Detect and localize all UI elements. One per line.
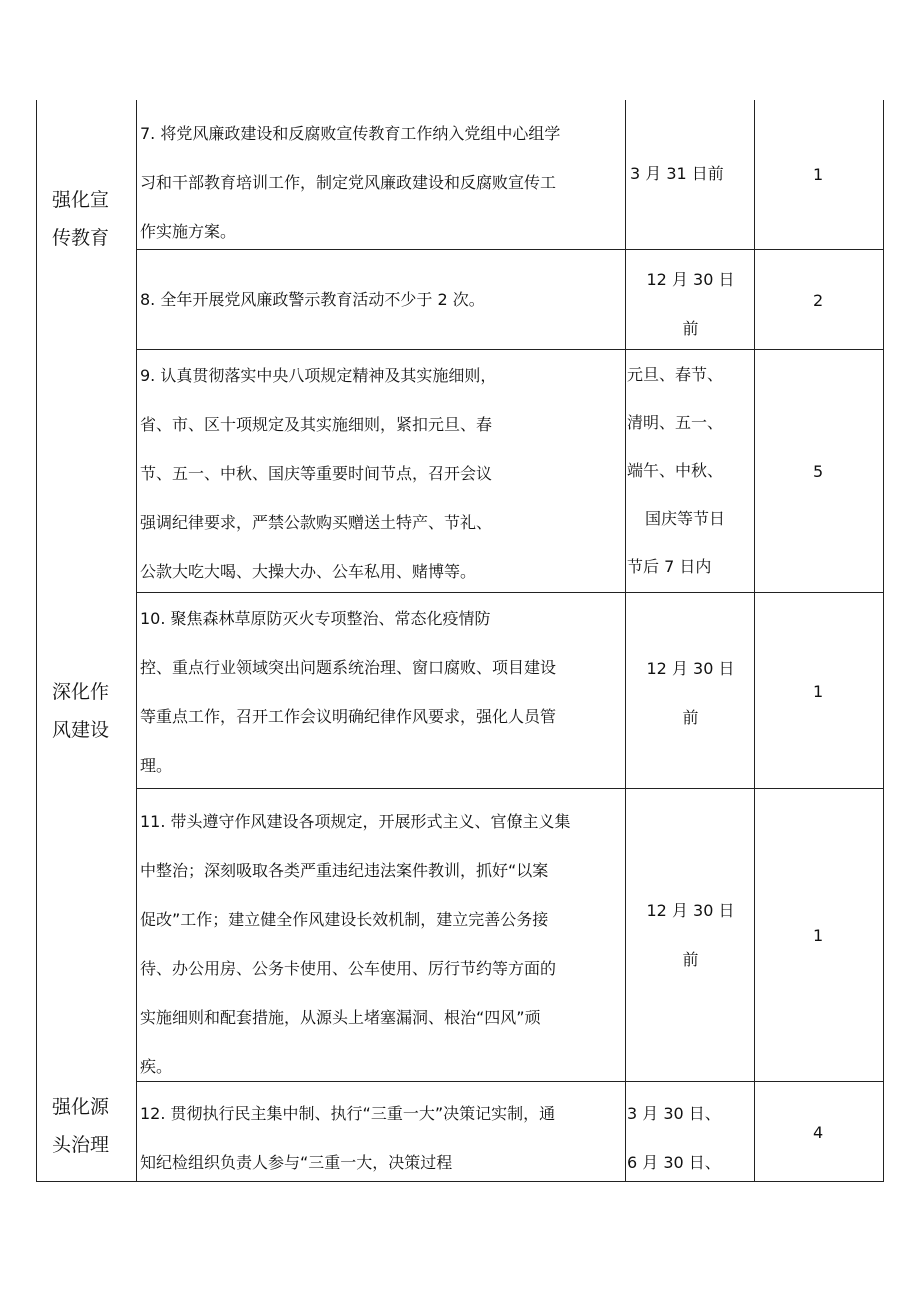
task-score: 1 bbox=[813, 165, 824, 184]
task-content: 11. 带头遵守作风建设各项规定，开展形式主义、官僚主义集 中整治；深刻吸取各类严重违纪违法案件教训，抓好“以案 促改”工作；建立健全作风建设长效机制，建立完善公务接 待、办公用房、公务卡使用、公车使用、厉行节约等方面的 实施细则和配套措施，从源头上堵塞漏洞、根治“四风”顽 疾。 bbox=[140, 812, 571, 1076]
column-divider-1 bbox=[136, 100, 137, 1182]
task-score: 4 bbox=[813, 1123, 824, 1142]
task-content: 9. 认真贯彻落实中央八项规定精神及其实施细则， 省、市、区十项规定及其实施细则，紧扣元旦、春 节、五一、中秋、国庆等重要时间节点，召开会议 强调纪律要求，严禁公款购买赠送土特产、节礼、 公款大吃大喝、大操大办、公车私用、赌博等。 bbox=[140, 366, 497, 581]
task-deadline: 3 月 30 日、 6 月 30 日、 bbox=[627, 1104, 721, 1172]
task-score: 2 bbox=[813, 291, 824, 310]
task-content: 7. 将党风廉政建设和反腐败宣传教育工作纳入党组中心组学 习和干部教育培训工作，制定党风廉政建设和反腐败宣传工 作实施方案。 bbox=[140, 124, 561, 241]
task-score: 5 bbox=[813, 462, 824, 481]
column-divider-2 bbox=[625, 100, 626, 1182]
task-content: 10. 聚焦森林草原防灭火专项整治、常态化疫情防 控、重点行业领域突出问题系统治理、窗口腐败、项目建设 等重点工作，召开工作会议明确纪律作风要求，强化人员管 理。 bbox=[140, 609, 557, 775]
task-score: 1 bbox=[813, 682, 824, 701]
column-divider-3 bbox=[754, 100, 755, 1182]
task-deadline: 12 月 30 日 前 bbox=[646, 901, 735, 969]
table-border-left bbox=[36, 100, 37, 1182]
row-divider bbox=[136, 349, 884, 350]
category-label: 强化宣 传教育 bbox=[52, 189, 110, 249]
task-content: 8. 全年开展党风廉政警示教育活动不少于 2 次。 bbox=[140, 290, 485, 309]
table-border-right bbox=[883, 100, 884, 1182]
task-deadline: 3 月 31 日前 bbox=[630, 164, 724, 183]
category-label: 强化源 头治理 bbox=[52, 1096, 110, 1156]
task-deadline: 12 月 30 日 前 bbox=[646, 270, 735, 338]
task-deadline: 12 月 30 日 前 bbox=[646, 659, 735, 727]
task-deadline: 元旦、春节、 清明、五一、 端午、中秋、 国庆等节日 节后 7 日内 bbox=[627, 365, 726, 576]
task-content: 12. 贯彻执行民主集中制、执行“三重一大”决策记实制，通 知纪检组织负责人参与“三重一大，决策过程 bbox=[140, 1104, 556, 1172]
task-score: 1 bbox=[813, 926, 824, 945]
category-label: 深化作 风建设 bbox=[52, 681, 110, 741]
